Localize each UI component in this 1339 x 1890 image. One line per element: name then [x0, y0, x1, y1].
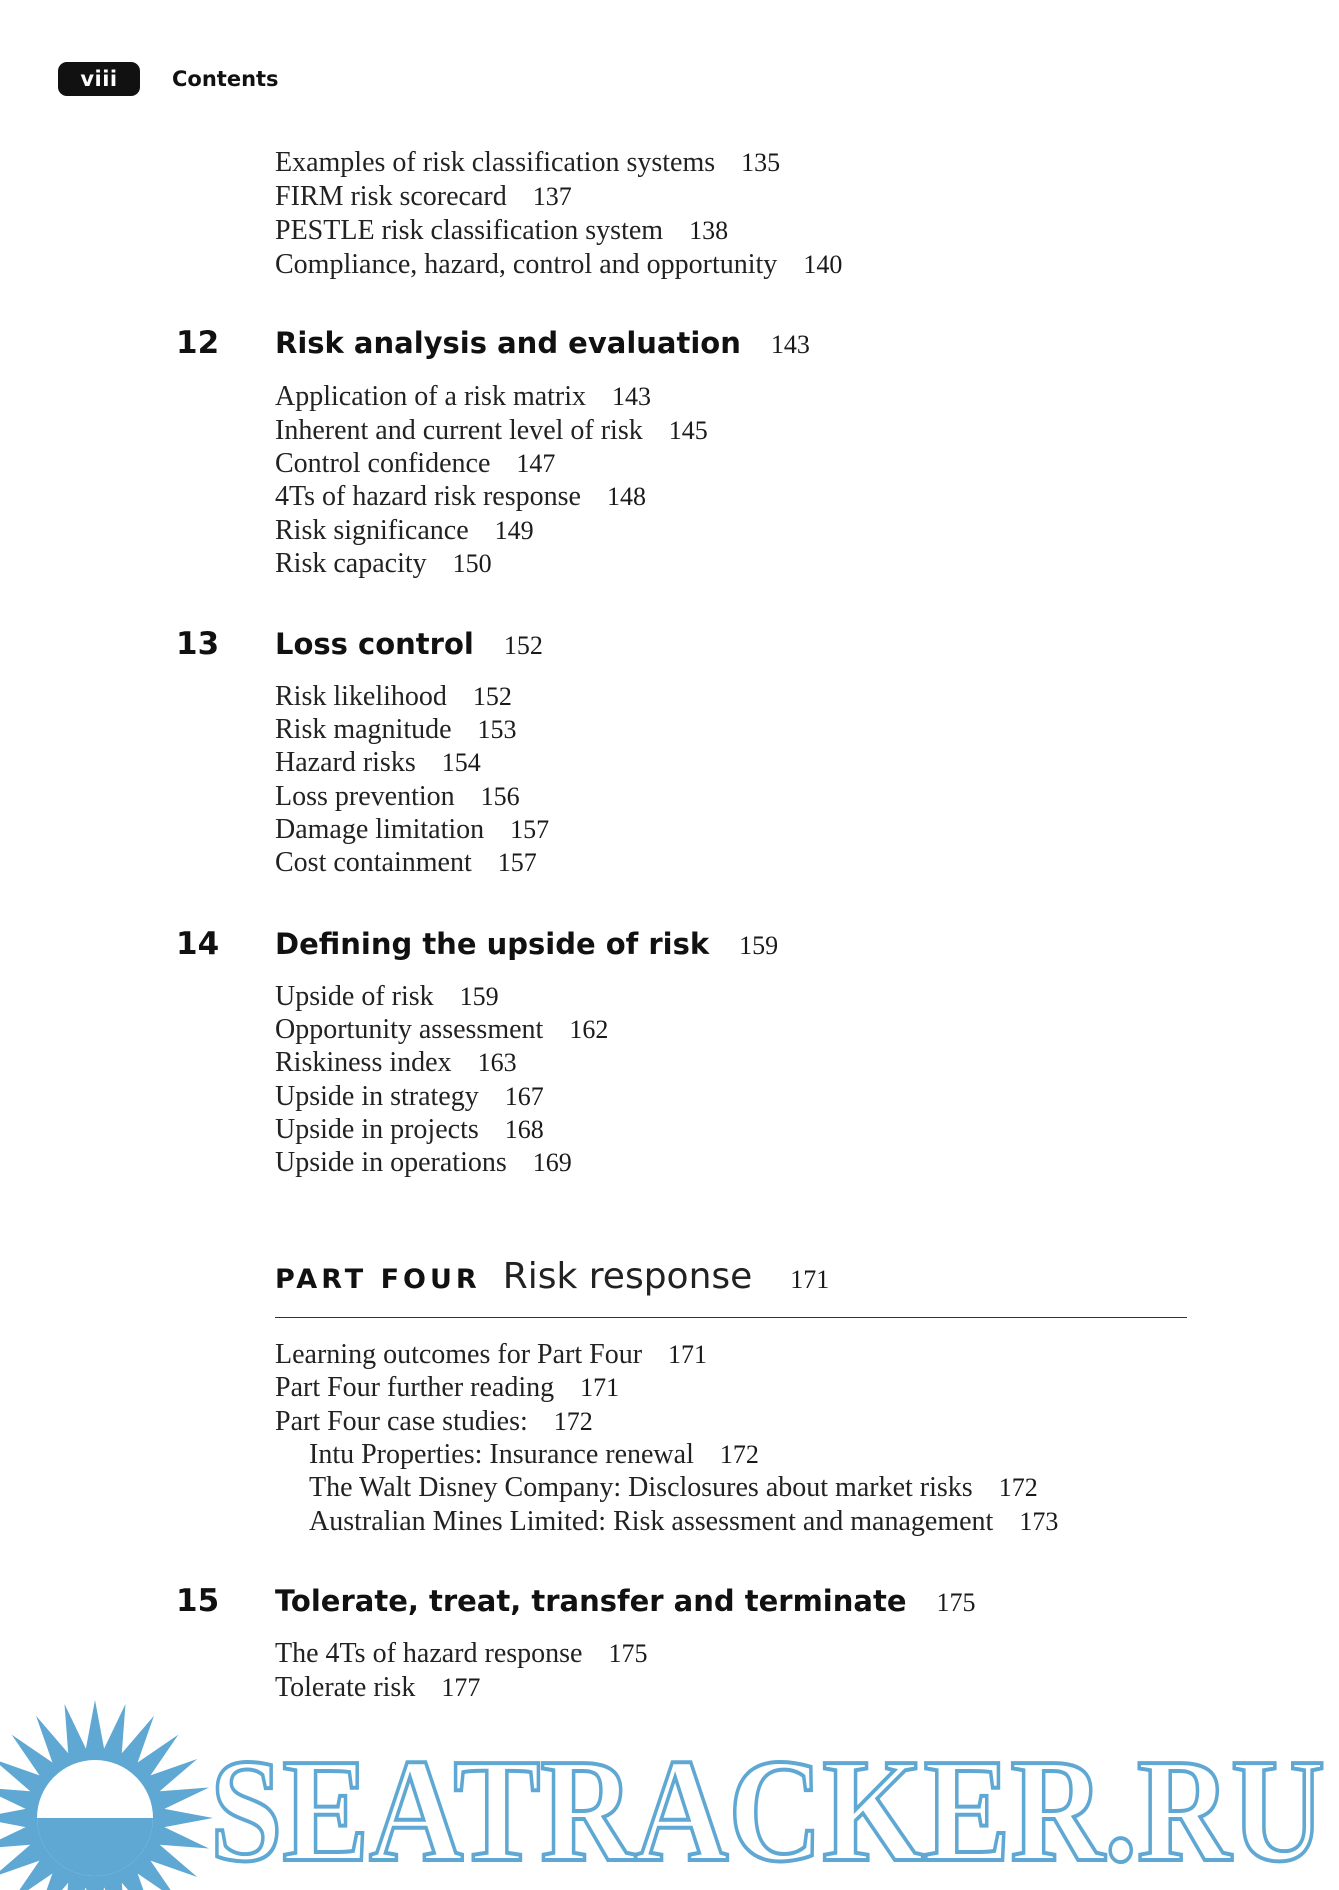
toc-entry[interactable]: [275, 1046, 517, 1080]
entry-title: Risk significance: [275, 515, 469, 546]
watermark: [0, 1700, 1339, 1890]
entry-page: 169: [532, 1148, 572, 1177]
sun-icon: [0, 1700, 213, 1890]
page-header: [58, 62, 279, 96]
entry-title: Hazard risks: [275, 747, 416, 778]
toc-entry[interactable]: [275, 547, 492, 581]
entry-title: Risk likelihood: [275, 681, 447, 712]
entry-page: 143: [612, 382, 652, 411]
entry-title: PESTLE risk classification system: [275, 215, 664, 246]
entry-page: 138: [689, 216, 729, 245]
entry-title: The 4Ts of hazard response: [275, 1638, 583, 1669]
entry-title: The Walt Disney Company: Disclosures about market risks: [309, 1472, 973, 1503]
toc-subentry[interactable]: [309, 1471, 1038, 1505]
entry-title: Part Four case studies:: [275, 1406, 528, 1437]
entry-title: Damage limitation: [275, 814, 485, 845]
toc-entry[interactable]: [275, 813, 549, 847]
watermark-text: SEATRACKER.RU: [210, 1729, 1325, 1890]
entry-page: 140: [803, 250, 843, 279]
toc-entry[interactable]: [275, 1113, 544, 1147]
entry-title: Upside in projects: [275, 1114, 479, 1145]
entry-title: Control confidence: [275, 448, 491, 479]
entry-page: 173: [1019, 1507, 1059, 1536]
entry-page: 162: [569, 1015, 609, 1044]
entry-page: 157: [497, 848, 537, 877]
toc-entry[interactable]: [275, 1338, 707, 1372]
entry-page: 154: [441, 748, 481, 777]
entry-page: 150: [452, 549, 492, 578]
entry-page: 153: [477, 715, 517, 744]
part-label: PART FOUR: [275, 1264, 481, 1295]
chapter-title: Defining the upside of risk: [275, 927, 710, 961]
entry-title: Part Four further reading: [275, 1372, 555, 1403]
toc-entry[interactable]: [275, 713, 517, 747]
entry-title: Upside of risk: [275, 981, 434, 1012]
toc-entry[interactable]: [275, 380, 651, 414]
entry-title: Risk magnitude: [275, 714, 452, 745]
entry-title: Inherent and current level of risk: [275, 415, 643, 446]
chapter-title: Loss control: [275, 627, 474, 661]
entry-page: 149: [494, 516, 534, 545]
entry-page: 172: [553, 1407, 593, 1436]
chapter-page: 143: [770, 330, 810, 359]
entry-page: 167: [504, 1082, 544, 1111]
entry-page: 157: [510, 815, 550, 844]
entry-page: 152: [472, 682, 512, 711]
entry-page: 168: [504, 1115, 544, 1144]
toc-entry[interactable]: [275, 514, 534, 548]
part-heading[interactable]: [275, 1256, 829, 1297]
toc-entry[interactable]: [275, 414, 708, 448]
entry-title: Cost containment: [275, 847, 472, 878]
entry-page: 156: [480, 782, 520, 811]
entry-page: 172: [719, 1440, 759, 1469]
entry-page: 137: [532, 182, 572, 211]
entry-title: Opportunity assessment: [275, 1014, 544, 1045]
entry-page: 135: [741, 148, 781, 177]
toc-entry[interactable]: [275, 480, 646, 514]
entry-page: 171: [668, 1340, 708, 1369]
chapter-heading[interactable]: [275, 324, 810, 364]
entry-title: Compliance, hazard, control and opportunity: [275, 249, 778, 280]
entry-title: Australian Mines Limited: Risk assessment and management: [309, 1506, 994, 1537]
entry-title: Upside in operations: [275, 1147, 507, 1178]
running-head: Contents: [172, 67, 279, 91]
toc-entry[interactable]: [275, 214, 728, 248]
chapter-heading[interactable]: [275, 625, 543, 665]
part-page: 171: [790, 1265, 830, 1294]
toc-entry[interactable]: [275, 146, 780, 180]
chapter-heading[interactable]: [275, 1582, 976, 1622]
toc-entry[interactable]: [275, 780, 520, 814]
entry-title: Intu Properties: Insurance renewal: [309, 1439, 694, 1470]
entry-page: 163: [477, 1048, 517, 1077]
toc-entry[interactable]: [275, 447, 555, 481]
entry-title: Risk capacity: [275, 548, 427, 579]
toc-subentry[interactable]: [309, 1505, 1058, 1539]
entry-page: 177: [441, 1673, 481, 1702]
entry-title: Tolerate risk: [275, 1672, 416, 1703]
part-divider: [275, 1317, 1187, 1318]
part-title: Risk response: [502, 1256, 753, 1297]
chapter-page: 175: [936, 1588, 976, 1617]
toc-entry[interactable]: [275, 1371, 619, 1405]
entry-page: 172: [998, 1473, 1038, 1502]
chapter-page: 152: [503, 631, 543, 660]
entry-title: Loss prevention: [275, 781, 455, 812]
chapter-title: Risk analysis and evaluation: [275, 326, 741, 360]
entry-page: 147: [516, 449, 556, 478]
toc-entry[interactable]: [275, 1637, 647, 1671]
toc-entry[interactable]: [275, 980, 499, 1014]
toc-entry[interactable]: [275, 846, 537, 880]
toc-entry[interactable]: [275, 1080, 544, 1114]
toc-entry[interactable]: [275, 680, 512, 714]
entry-title: Upside in strategy: [275, 1081, 479, 1112]
entry-page: 159: [459, 982, 499, 1011]
entry-page: 145: [668, 416, 708, 445]
chapter-number: 12: [176, 325, 220, 361]
chapter-page: 159: [739, 931, 779, 960]
entry-page: 148: [606, 482, 646, 511]
chapter-heading[interactable]: [275, 925, 778, 965]
toc-entry[interactable]: [275, 746, 481, 780]
chapter-number: 15: [176, 1583, 220, 1619]
entry-title: FIRM risk scorecard: [275, 181, 507, 212]
entry-page: 175: [608, 1639, 648, 1668]
toc-entry[interactable]: [275, 248, 842, 282]
chapter-title: Tolerate, treat, transfer and terminate: [275, 1584, 907, 1618]
entry-page: 171: [580, 1373, 620, 1402]
toc-entry[interactable]: [275, 180, 572, 214]
toc-entry[interactable]: [275, 1405, 593, 1439]
chapter-number: 13: [176, 626, 220, 662]
chapter-number: 14: [176, 926, 220, 962]
toc-entry[interactable]: [275, 1146, 572, 1180]
entry-title: Examples of risk classification systems: [275, 147, 716, 178]
entry-title: Learning outcomes for Part Four: [275, 1339, 643, 1370]
toc-entry[interactable]: [275, 1013, 608, 1047]
page-number-badge: viii: [58, 62, 140, 96]
toc-subentry[interactable]: [309, 1438, 759, 1472]
entry-title: Riskiness index: [275, 1047, 452, 1078]
entry-title: Application of a risk matrix: [275, 381, 587, 412]
entry-title: 4Ts of hazard risk response: [275, 481, 581, 512]
